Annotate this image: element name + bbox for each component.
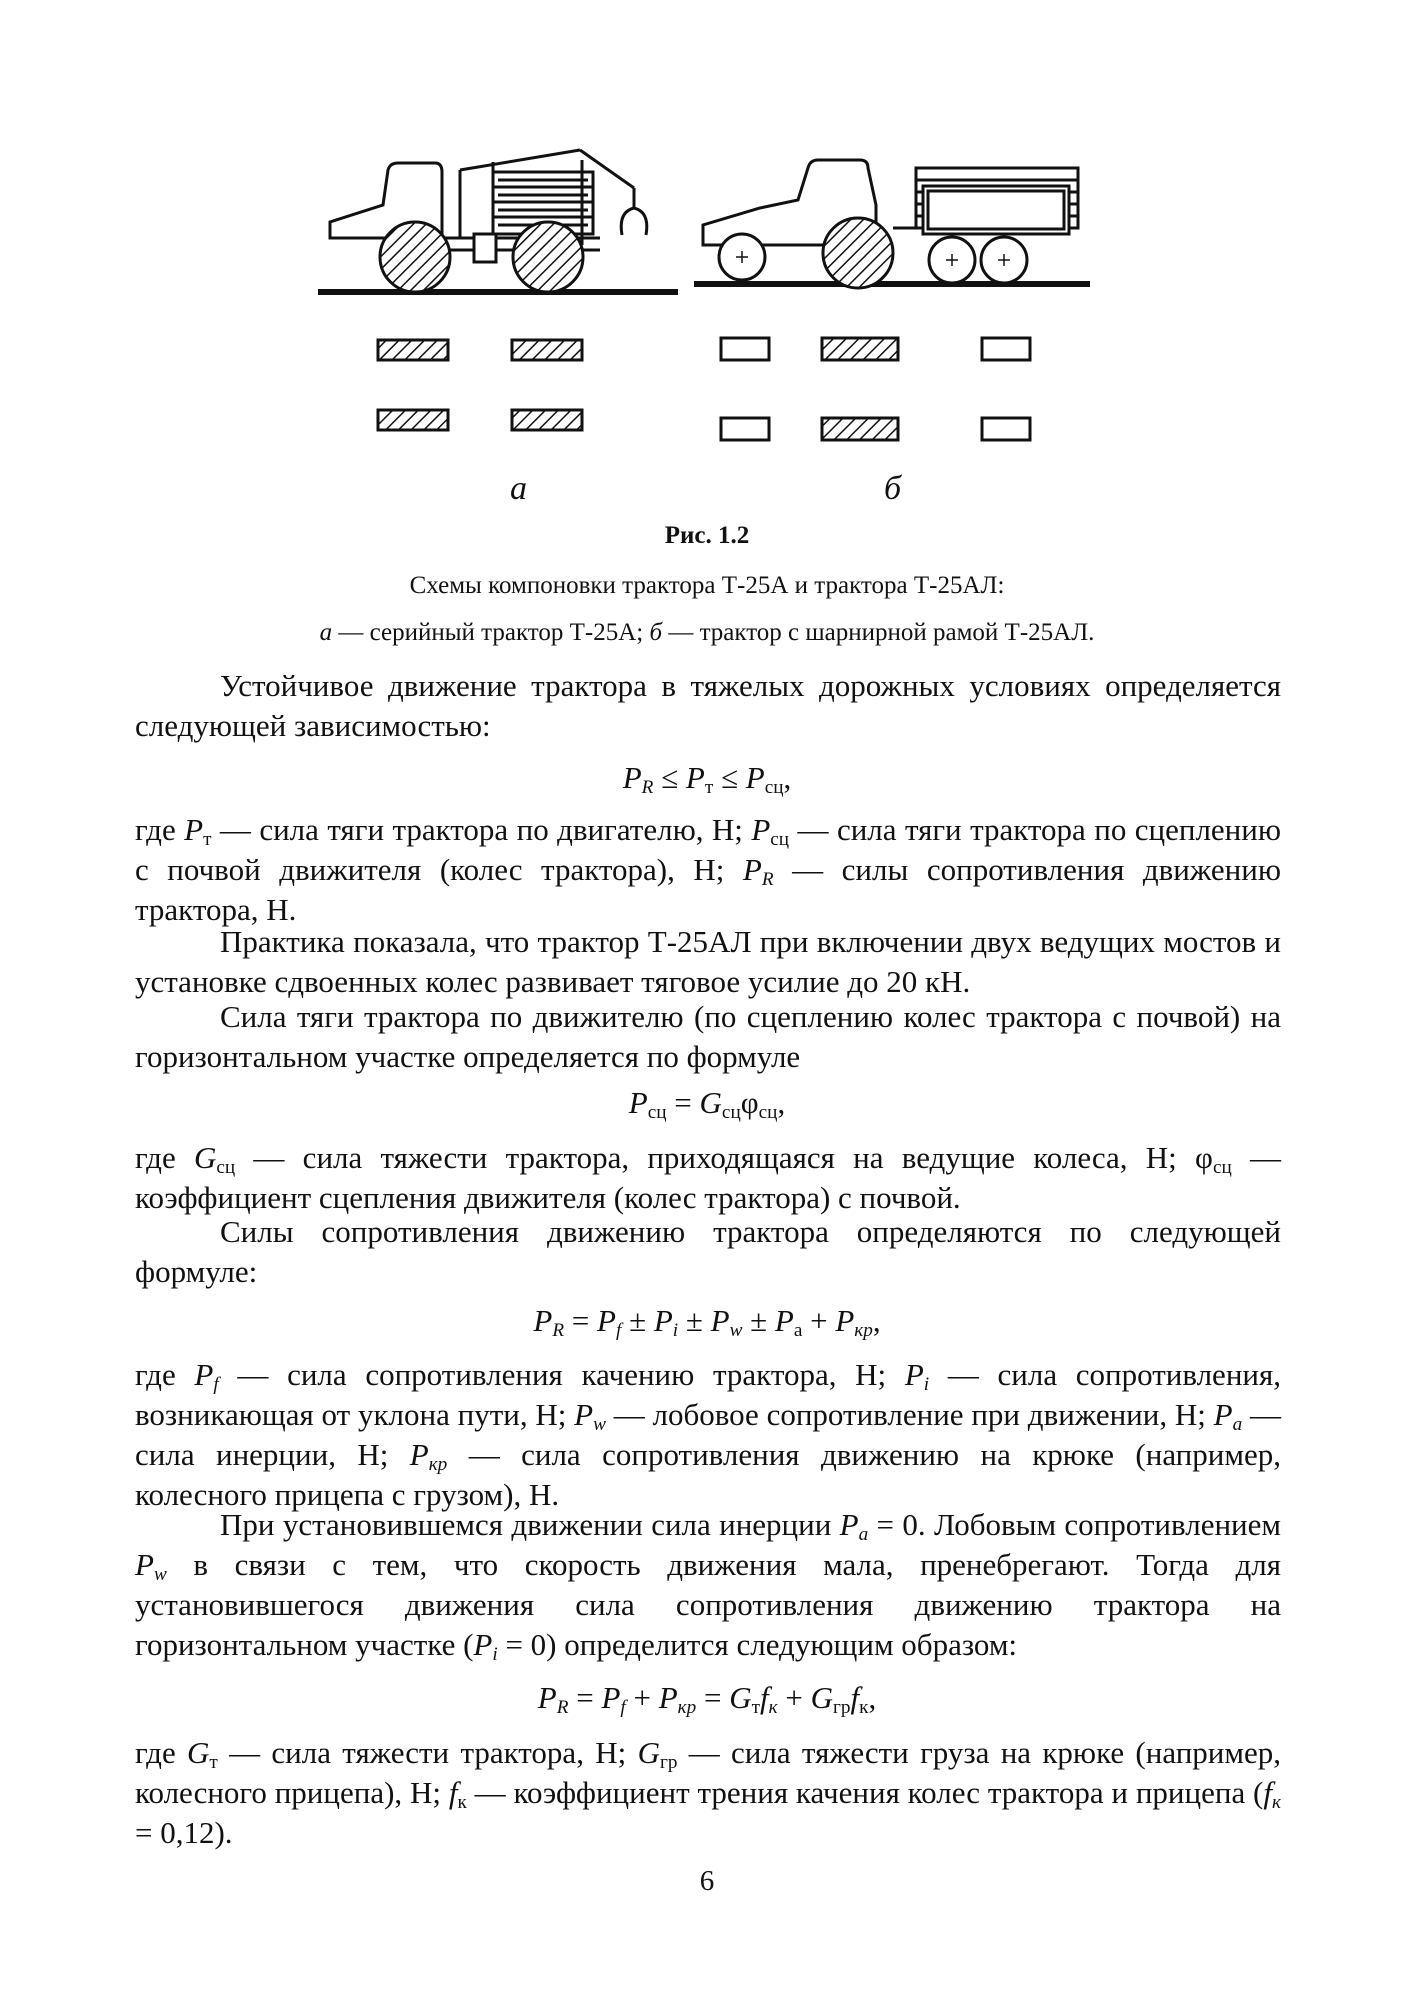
formula-4: $P_R = P_f + P_{кр} = G_тf_к + G_{гр}f_к$, [537,1680,877,1718]
paragraph-2: где $P_т$ — сила тяги трактора по двигателю, Н; $P_{сц}$ — сила тяги трактора по сцеплению с почвой движителя (колес трактора), Н; $P_R$ — силы сопротивления движению трактора, Н. [135,812,1282,927]
formula-2: $P_{сц} = G_{сц}\varphi_{сц}$, [628,1085,786,1123]
formula-3: $P_R = P_f \pm P_i \pm P_w \pm P_а + P_{кр}$, [533,1303,881,1341]
figure-tractor-layouts [0,0,1414,470]
paragraph-3: Практика показала, что трактор Т-25АЛ при включении двух ведущих мостов и установке сдвоенных колес развивает тяговое усилие до 20 кН. [135,924,1281,999]
tractor-b-drawing [694,160,1090,288]
footprints-a [378,340,582,430]
paragraph-4: Сила тяги трактора по движителю (по сцеплению колес трактора с почвой) на горизонтальном участке определяется по формуле [135,999,1281,1074]
figure-caption: Схемы компоновки трактора Т-25А и трактора Т-25АЛ: [409,572,1005,599]
paragraph-6: Силы сопротивления движению трактора определяются по следующей формуле: [135,1214,1281,1289]
figure-title: Рис. 1.2 [664,522,750,549]
paragraph-9: где $G_т$ — сила тяжести трактора, Н; $G_{гр}$ — сила тяжести груза на крюке (например, колесного прицепа), Н; $f_к$ — коэффициент трения качения колес трактора и прицепа $(f_к = 0,12)$. [135,1735,1281,1850]
figure-legend: а — серийный трактор Т-25А; б — трактор с шарнирной рамой Т-25АЛ. [319,619,1095,646]
paragraph-1: Устойчивое движение трактора в тяжелых дорожных условиях определяется следующей зависимостью: [135,668,1281,743]
page-number: 6 [699,1865,715,1897]
footprints-b [721,338,1030,440]
formula-1: $P_R \le P_т \le P_{сц}$, [622,760,792,798]
paragraph-7: где $P_f$ — сила сопротивления качению трактора, Н; $P_i$ — сила сопротивления, возникающая от уклона пути, Н; $P_w$ — лобовое сопротивление при движении, Н; $P_a$ — сила инерции, Н; $P_{кр}$ — сила сопротивления движению на крюке (например, колесного прицепа с грузом), Н. [135,1357,1282,1512]
figure-label-b: б [884,470,902,507]
tractor-a-drawing [318,150,678,292]
paragraph-8: При установившемся движении сила инерции $P_a = 0$. Лобовым сопротивлением $P_w$ в связи с тем, что скорость движения мала, пренебрегают. Тогда для установившегося движения сила сопротивления движению трактора на горизонтальном участке $(P_i = 0)$ определится следующим образом: [135,1507,1282,1665]
paragraph-5: где $G_{сц}$ — сила тяжести трактора, приходящаяся на ведущие колеса, Н; $\varphi_{сц}$ — коэффициент сцепления движителя (колес трактора) с почвой. [135,1140,1282,1215]
figure-label-a: а [510,470,527,507]
